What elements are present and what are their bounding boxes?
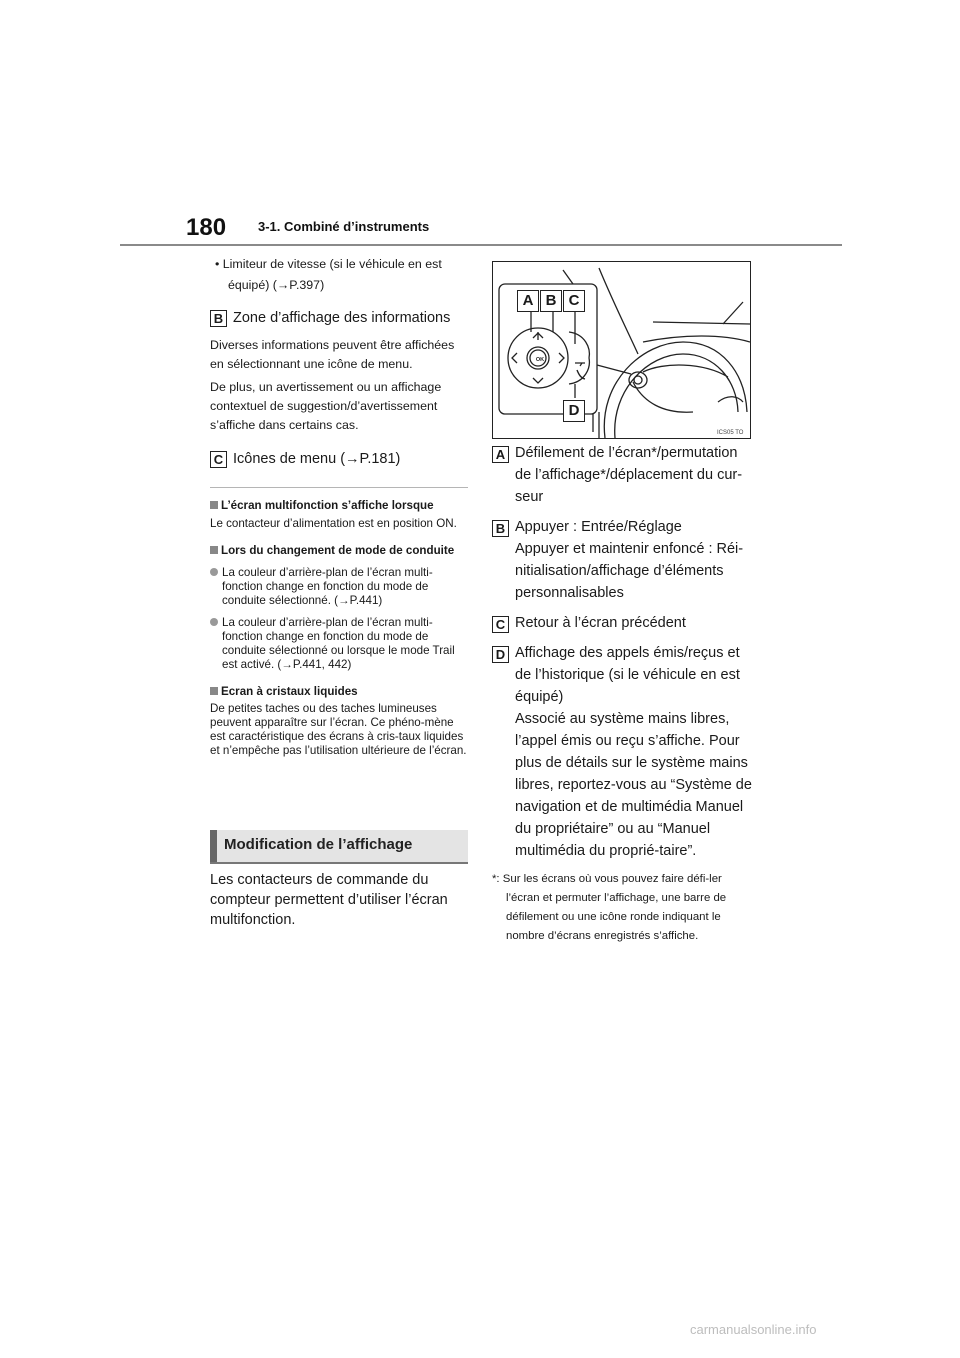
item-c-text: Retour à l’écran précédent (515, 615, 686, 631)
item-b-text: Appuyer : Entrée/Réglage Appuyer et maintenir enfoncé : Réi-nitialisation/affichage d’éléments personnalisables (515, 519, 744, 601)
section-banner (210, 830, 468, 864)
label-b-row (210, 308, 468, 328)
right-column (492, 442, 754, 946)
banner-accent-bar (210, 830, 217, 862)
notes-divider (210, 487, 468, 488)
bullet-speed-limiter: • Limiteur de vitesse (si le véhicule en est équipé) (→P.397) (215, 257, 442, 292)
note-2-heading: Lors du changement de mode de conduite (210, 543, 468, 558)
steering-wheel-figure (492, 261, 751, 439)
figure-tag-b: B (540, 290, 562, 312)
figure-code: ICS05 TO (717, 430, 744, 436)
page-number: 180 (186, 214, 227, 241)
item-d (492, 642, 754, 862)
banner-title: Modification de l’affichage (224, 836, 413, 853)
letter-box-c: C (210, 451, 227, 468)
item-d-text: Affichage des appels émis/reçus et de l’historique (si le véhicule en est équipé) Associé au système mains libres, l’appel émis ou reçu s’affiche. Pour plus de détails sur le système mains libres, reportez-vous au “Système de navigation et de multimédia Manuel du propriétaire” ou au “Manuel multimédia du proprié-taire”. (515, 645, 752, 859)
section-title: 3-1. Combiné d’instruments (258, 219, 430, 234)
item-a (492, 442, 754, 508)
paragraph-info-1: Diverses informations peuvent être affichées en sélectionnant une icône de menu. (210, 338, 455, 371)
letter-box-c-right: C (492, 616, 509, 633)
intro-paragraph: Les contacteurs de commande du compteur permettent d’utiliser l’écran multifonction. (210, 872, 448, 928)
note-2-item-2: La couleur d’arrière-plan de l’écran multi-fonction change en fonction du mode de conduite sélectionné ou lorsque le mode Trail est activé. (→P.441, 442) (210, 616, 468, 672)
note-3-body: De petites taches ou des taches lumineuses peuvent apparaître sur l’écran. Ce phéno-mène est caractéristique des écrans à cris-taux liquides et n’empêche pas l’utilisation ultérieure de l’écran. (210, 702, 467, 757)
square-bullet-icon (210, 501, 218, 509)
label-c-row (210, 449, 468, 469)
note-2-item-1: La couleur d’arrière-plan de l’écran multi-fonction change en fonction du mode de conduite sélectionné. (→P.441) (210, 566, 468, 608)
note-3-heading: Ecran à cristaux liquides (210, 684, 468, 699)
footnote: *: Sur les écrans où vous pouvez faire défi-ler l’écran et permuter l’affichage, une barre de défilement ou une icône ronde indiquant le nombre d’écrans enregistrés s’affiche. (492, 873, 727, 942)
header-rule (120, 244, 842, 246)
note-1-body: Le contacteur d’alimentation est en position ON. (210, 517, 457, 530)
watermark: carmanualsonline.info (690, 1322, 817, 1337)
label-c-text: Icônes de menu (→P.181) (233, 451, 401, 467)
steering-wheel-illustration (493, 262, 750, 438)
figure-tag-a: A (517, 290, 539, 312)
circle-bullet-icon (210, 618, 218, 626)
note-1-heading: L’écran multifonction s’affiche lorsque (210, 498, 468, 513)
letter-box-d: D (492, 646, 509, 663)
left-column (210, 254, 468, 758)
figure-tag-d: D (563, 400, 585, 422)
letter-box-b-right: B (492, 520, 509, 537)
square-bullet-icon (210, 687, 218, 695)
ok-button-label: OK (535, 357, 545, 363)
letter-box-a: A (492, 446, 509, 463)
circle-bullet-icon (210, 568, 218, 576)
item-c (492, 612, 754, 634)
square-bullet-icon (210, 546, 218, 554)
item-b (492, 516, 754, 604)
letter-box-b: B (210, 310, 227, 327)
paragraph-info-2: De plus, un avertissement ou un affichage contextuel de suggestion/d’avertissement s’affiche dans certains cas. (210, 380, 442, 432)
figure-tag-c: C (563, 290, 585, 312)
label-b-text: Zone d’affichage des informations (233, 310, 451, 326)
item-a-text: Défilement de l’écran*/permutation de l’affichage*/déplacement du cur-seur (515, 445, 743, 505)
